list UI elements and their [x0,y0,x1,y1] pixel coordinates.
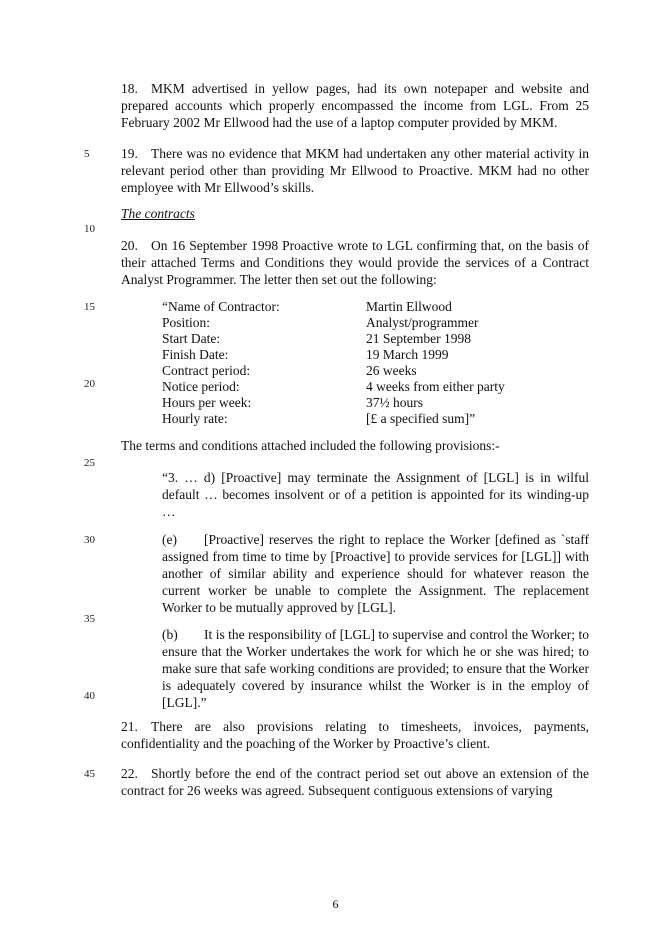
terms-intro [121,437,589,454]
clause-text: “3. … d) [Proactive] may terminate the Assignment of [LGL] is in wilful default … becomes insolvent or of a petition is appointed for its winding-up … [162,470,589,519]
paragraph-number: 19. [121,146,138,161]
row-value: 21 September 1998 [366,331,471,346]
row-value: Analyst/programmer [366,315,479,330]
paragraph-text: There was no evidence that MKM had undertaken any other material activity in relevant period other than providing Mr Ellwood to Proactive. MKM had no other employee with Mr Ellwood’s skills. [121,146,589,195]
line-number-25: 25 [84,457,95,469]
row-label: Position: [162,315,211,330]
paragraph-text: Shortly before the end of the contract period set out above an extension of the contract for 26 weeks was agreed. Subsequent contiguous extensions of varying [121,766,589,798]
paragraph-19 [121,145,589,196]
clause-text: It is the responsibility of [LGL] to supervise and control the Worker; to ensure that the Worker undertakes the work for which he or she was hired; to make sure that safe working conditions are provided; to ensure that the Worker is adequately covered by insurance whilst the Worker is in the employ of [LGL].” [162,627,589,710]
clause-e [162,531,589,616]
row-label: Hours per week: [162,395,252,410]
clause-label: (e) [162,532,177,547]
table-row [162,395,566,411]
section-heading-text: The contracts [121,206,195,221]
paragraph-20 [121,237,589,288]
paragraph-text: There are also provisions relating to timesheets, invoices, payments, confidentiality and the poaching of the Worker by Proactive’s client. [121,719,589,751]
row-label: Start Date: [162,331,221,346]
paragraph-text: MKM advertised in yellow pages, had its own notepaper and website and prepared accounts which properly encompassed the income from LGL. From 25 February 2002 Mr Ellwood had the use of a laptop computer provided by MKM. [121,81,589,130]
paragraph-number: 18. [121,81,138,96]
line-number-10: 10 [84,223,95,235]
paragraph-number: 22. [121,766,138,781]
paragraph-number: 20. [121,238,138,253]
table-row [162,411,566,427]
table-row [162,299,566,315]
row-value: 26 weeks [366,363,417,378]
clause-label: (b) [162,627,178,642]
paragraph-text: On 16 September 1998 Proactive wrote to LGL confirming that, on the basis of their attached Terms and Conditions they would provide the services of a Contract Analyst Programmer. The letter then set out the following: [121,238,589,287]
paragraph-18 [121,80,589,131]
table-row [162,379,566,395]
row-value: 19 March 1999 [366,347,449,362]
row-label: Notice period: [162,379,240,394]
page-number: 6 [332,897,339,911]
table-row [162,315,566,331]
table-row [162,347,566,363]
terms-intro-text: The terms and conditions attached included the following provisions:- [121,438,500,453]
clause-3d [162,469,589,520]
row-label: Finish Date: [162,347,229,362]
line-number-20: 20 [84,378,95,390]
row-label: “Name of Contractor: [162,299,280,314]
paragraph-21 [121,718,589,752]
row-label: Hourly rate: [162,411,228,426]
row-label: Contract period: [162,363,251,378]
line-number-45: 45 [84,768,95,780]
paragraph-number: 21. [121,719,138,734]
contract-details-table [162,299,566,427]
line-number-15: 15 [84,301,95,313]
line-number-35: 35 [84,613,95,625]
line-number-40: 40 [84,690,95,702]
row-value: 37½ hours [366,395,423,410]
section-heading [121,205,589,222]
row-value: 4 weeks from either party [366,379,505,394]
table-row [162,363,566,379]
table-row [162,331,566,347]
row-value: [£ a specified sum]” [366,411,476,426]
paragraph-22 [121,765,589,799]
line-number-30: 30 [84,534,95,546]
line-number-5: 5 [84,148,90,160]
clause-text: [Proactive] reserves the right to replace the Worker [defined as `staff assigned from time to time by [Proactive] to provide services for [LGL]] with another of similar ability and experience should for whatever reason the current worker be unable to complete the Assignment. The replacement Worker to be mutually approved by [LGL]. [162,532,589,615]
row-value: Martin Ellwood [366,299,452,314]
clause-b [162,626,589,711]
